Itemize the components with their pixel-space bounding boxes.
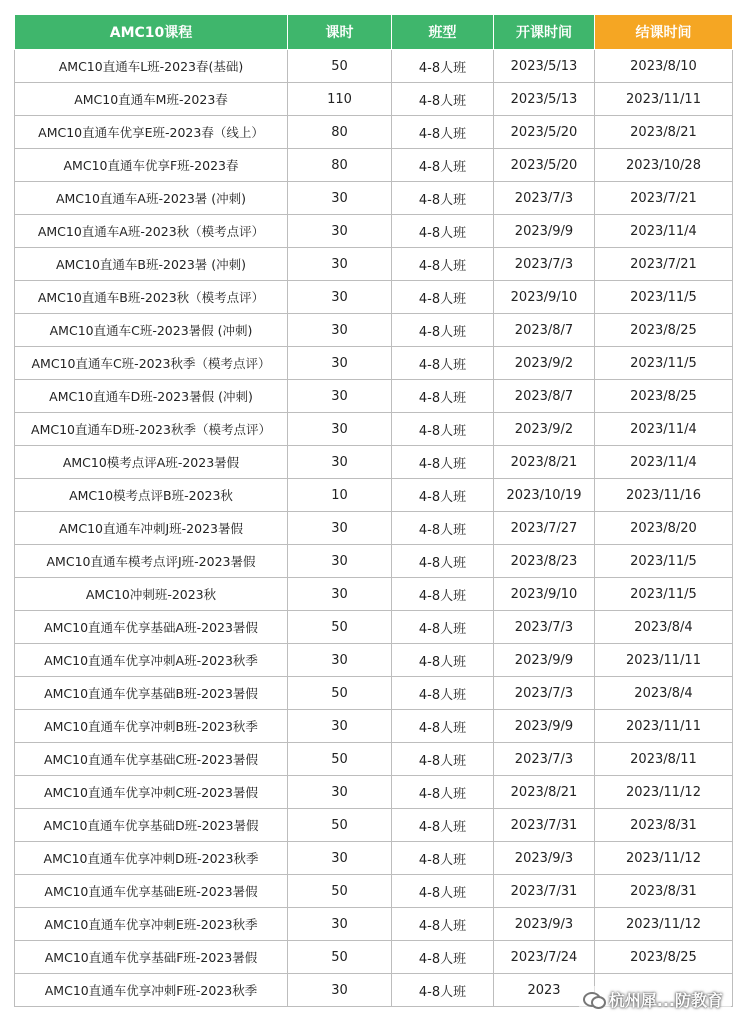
cell-start-date: 2023/7/3 bbox=[494, 182, 595, 215]
cell-hours: 30 bbox=[288, 776, 392, 809]
watermark-text: 杭州犀...防教育 bbox=[608, 990, 723, 1010]
cell-end-date: 2023/11/5 bbox=[595, 347, 733, 380]
cell-class-type: 4-8人班 bbox=[392, 644, 494, 677]
cell-name: AMC10直通车优享冲刺E班-2023秋季 bbox=[15, 908, 288, 941]
cell-start-date: 2023/5/13 bbox=[494, 83, 595, 116]
table-row bbox=[15, 314, 733, 347]
cell-hours: 50 bbox=[288, 50, 392, 83]
table-row bbox=[15, 116, 733, 149]
cell-start-date: 2023/8/21 bbox=[494, 446, 595, 479]
cell-class-type: 4-8人班 bbox=[392, 314, 494, 347]
cell-start-date: 2023 bbox=[494, 974, 595, 1007]
cell-class-type: 4-8人班 bbox=[392, 710, 494, 743]
cell-hours: 30 bbox=[288, 314, 392, 347]
cell-hours: 50 bbox=[288, 677, 392, 710]
cell-end-date: 2023/11/12 bbox=[595, 842, 733, 875]
cell-name: AMC10直通车模考点评J班-2023暑假 bbox=[15, 545, 288, 578]
cell-hours: 30 bbox=[288, 413, 392, 446]
cell-name: AMC10冲刺班-2023秋 bbox=[15, 578, 288, 611]
cell-start-date: 2023/8/21 bbox=[494, 776, 595, 809]
cell-end-date: 2023/8/10 bbox=[595, 50, 733, 83]
cell-name: AMC10直通车优享基础F班-2023暑假 bbox=[15, 941, 288, 974]
wechat-icon bbox=[583, 990, 605, 1008]
cell-class-type: 4-8人班 bbox=[392, 908, 494, 941]
cell-name: AMC10直通车冲刺J班-2023暑假 bbox=[15, 512, 288, 545]
cell-end-date: 2023/8/25 bbox=[595, 380, 733, 413]
cell-class-type: 4-8人班 bbox=[392, 974, 494, 1007]
cell-name: AMC10直通车C班-2023秋季（模考点评） bbox=[15, 347, 288, 380]
cell-name: AMC10模考点评B班-2023秋 bbox=[15, 479, 288, 512]
table-row bbox=[15, 479, 733, 512]
cell-name: AMC10直通车优享基础C班-2023暑假 bbox=[15, 743, 288, 776]
cell-class-type: 4-8人班 bbox=[392, 875, 494, 908]
cell-name: AMC10直通车优享冲刺C班-2023暑假 bbox=[15, 776, 288, 809]
cell-start-date: 2023/9/9 bbox=[494, 644, 595, 677]
cell-hours: 30 bbox=[288, 644, 392, 677]
cell-name: AMC10直通车C班-2023暑假 (冲刺) bbox=[15, 314, 288, 347]
cell-name: AMC10直通车M班-2023春 bbox=[15, 83, 288, 116]
watermark bbox=[579, 986, 731, 1012]
cell-end-date: 2023/8/11 bbox=[595, 743, 733, 776]
cell-start-date: 2023/8/7 bbox=[494, 380, 595, 413]
cell-class-type: 4-8人班 bbox=[392, 611, 494, 644]
table-row bbox=[15, 182, 733, 215]
cell-start-date: 2023/7/24 bbox=[494, 941, 595, 974]
cell-class-type: 4-8人班 bbox=[392, 182, 494, 215]
cell-class-type: 4-8人班 bbox=[392, 347, 494, 380]
cell-start-date: 2023/9/9 bbox=[494, 710, 595, 743]
table-row bbox=[15, 710, 733, 743]
table-row bbox=[15, 50, 733, 83]
cell-hours: 30 bbox=[288, 281, 392, 314]
table-row bbox=[15, 908, 733, 941]
cell-class-type: 4-8人班 bbox=[392, 941, 494, 974]
cell-start-date: 2023/9/10 bbox=[494, 281, 595, 314]
cell-name: AMC10直通车A班-2023暑 (冲刺) bbox=[15, 182, 288, 215]
cell-start-date: 2023/5/20 bbox=[494, 116, 595, 149]
cell-end-date: 2023/11/12 bbox=[595, 776, 733, 809]
cell-start-date: 2023/8/7 bbox=[494, 314, 595, 347]
cell-start-date: 2023/9/2 bbox=[494, 347, 595, 380]
cell-start-date: 2023/7/3 bbox=[494, 248, 595, 281]
cell-end-date: 2023/11/11 bbox=[595, 83, 733, 116]
cell-name: AMC10直通车A班-2023秋（模考点评） bbox=[15, 215, 288, 248]
cell-end-date: 2023/8/31 bbox=[595, 875, 733, 908]
cell-end-date: 2023/11/11 bbox=[595, 644, 733, 677]
cell-name: AMC10直通车B班-2023秋（模考点评） bbox=[15, 281, 288, 314]
cell-start-date: 2023/9/2 bbox=[494, 413, 595, 446]
table-row bbox=[15, 842, 733, 875]
cell-hours: 30 bbox=[288, 710, 392, 743]
cell-class-type: 4-8人班 bbox=[392, 413, 494, 446]
table-row bbox=[15, 281, 733, 314]
cell-hours: 30 bbox=[288, 248, 392, 281]
cell-start-date: 2023/9/9 bbox=[494, 215, 595, 248]
cell-hours: 30 bbox=[288, 974, 392, 1007]
cell-hours: 30 bbox=[288, 512, 392, 545]
cell-class-type: 4-8人班 bbox=[392, 578, 494, 611]
cell-hours: 80 bbox=[288, 149, 392, 182]
table-row bbox=[15, 545, 733, 578]
table-row bbox=[15, 347, 733, 380]
cell-start-date: 2023/7/31 bbox=[494, 809, 595, 842]
cell-class-type: 4-8人班 bbox=[392, 248, 494, 281]
cell-start-date: 2023/9/3 bbox=[494, 908, 595, 941]
cell-name: AMC10模考点评A班-2023暑假 bbox=[15, 446, 288, 479]
table-row bbox=[15, 776, 733, 809]
cell-hours: 30 bbox=[288, 215, 392, 248]
table-row bbox=[15, 512, 733, 545]
cell-end-date: 2023/8/25 bbox=[595, 941, 733, 974]
cell-end-date: 2023/8/4 bbox=[595, 677, 733, 710]
table-row bbox=[15, 215, 733, 248]
course-schedule bbox=[14, 14, 732, 1007]
cell-end-date: 2023/11/4 bbox=[595, 413, 733, 446]
table-row bbox=[15, 83, 733, 116]
cell-hours: 30 bbox=[288, 347, 392, 380]
cell-name: AMC10直通车D班-2023秋季（模考点评） bbox=[15, 413, 288, 446]
cell-hours: 50 bbox=[288, 743, 392, 776]
header-class-type: 班型 bbox=[392, 15, 494, 50]
cell-name: AMC10直通车优享冲刺D班-2023秋季 bbox=[15, 842, 288, 875]
cell-end-date: 2023/11/5 bbox=[595, 578, 733, 611]
cell-end-date: 2023/8/25 bbox=[595, 314, 733, 347]
header-start-date: 开课时间 bbox=[494, 15, 595, 50]
cell-end-date: 2023/7/21 bbox=[595, 248, 733, 281]
cell-class-type: 4-8人班 bbox=[392, 83, 494, 116]
cell-end-date: 2023/11/4 bbox=[595, 215, 733, 248]
header-course: AMC10课程 bbox=[15, 15, 288, 50]
cell-hours: 50 bbox=[288, 809, 392, 842]
cell-class-type: 4-8人班 bbox=[392, 149, 494, 182]
cell-hours: 30 bbox=[288, 182, 392, 215]
cell-name: AMC10直通车优享基础A班-2023暑假 bbox=[15, 611, 288, 644]
table-row bbox=[15, 743, 733, 776]
cell-class-type: 4-8人班 bbox=[392, 809, 494, 842]
cell-name: AMC10直通车L班-2023春(基础) bbox=[15, 50, 288, 83]
cell-end-date: 2023/7/21 bbox=[595, 182, 733, 215]
header-row bbox=[15, 15, 733, 50]
cell-class-type: 4-8人班 bbox=[392, 116, 494, 149]
cell-start-date: 2023/9/3 bbox=[494, 842, 595, 875]
cell-start-date: 2023/7/3 bbox=[494, 677, 595, 710]
cell-name: AMC10直通车优享F班-2023春 bbox=[15, 149, 288, 182]
cell-end-date: 2023/8/31 bbox=[595, 809, 733, 842]
cell-class-type: 4-8人班 bbox=[392, 281, 494, 314]
table-row bbox=[15, 875, 733, 908]
cell-hours: 50 bbox=[288, 941, 392, 974]
table-row bbox=[15, 248, 733, 281]
cell-start-date: 2023/5/20 bbox=[494, 149, 595, 182]
cell-end-date: 2023/10/28 bbox=[595, 149, 733, 182]
table-row bbox=[15, 941, 733, 974]
table-row bbox=[15, 149, 733, 182]
cell-start-date: 2023/8/23 bbox=[494, 545, 595, 578]
table-body bbox=[15, 50, 733, 1007]
header-hours: 课时 bbox=[288, 15, 392, 50]
cell-class-type: 4-8人班 bbox=[392, 512, 494, 545]
cell-hours: 80 bbox=[288, 116, 392, 149]
cell-hours: 30 bbox=[288, 908, 392, 941]
cell-class-type: 4-8人班 bbox=[392, 545, 494, 578]
cell-hours: 30 bbox=[288, 545, 392, 578]
table-row bbox=[15, 644, 733, 677]
cell-hours: 50 bbox=[288, 875, 392, 908]
cell-end-date: 2023/8/4 bbox=[595, 611, 733, 644]
cell-hours: 50 bbox=[288, 611, 392, 644]
table-row bbox=[15, 611, 733, 644]
cell-end-date: 2023/11/5 bbox=[595, 545, 733, 578]
cell-start-date: 2023/7/3 bbox=[494, 743, 595, 776]
cell-hours: 30 bbox=[288, 842, 392, 875]
cell-hours: 110 bbox=[288, 83, 392, 116]
cell-name: AMC10直通车优享基础B班-2023暑假 bbox=[15, 677, 288, 710]
table-row bbox=[15, 578, 733, 611]
table-row bbox=[15, 677, 733, 710]
cell-class-type: 4-8人班 bbox=[392, 446, 494, 479]
cell-class-type: 4-8人班 bbox=[392, 215, 494, 248]
cell-class-type: 4-8人班 bbox=[392, 677, 494, 710]
cell-class-type: 4-8人班 bbox=[392, 380, 494, 413]
cell-name: AMC10直通车优享冲刺F班-2023秋季 bbox=[15, 974, 288, 1007]
cell-hours: 10 bbox=[288, 479, 392, 512]
cell-end-date: 2023/8/21 bbox=[595, 116, 733, 149]
cell-end-date: 2023/11/16 bbox=[595, 479, 733, 512]
cell-start-date: 2023/10/19 bbox=[494, 479, 595, 512]
cell-name: AMC10直通车优享E班-2023春（线上） bbox=[15, 116, 288, 149]
table-row bbox=[15, 413, 733, 446]
cell-hours: 30 bbox=[288, 446, 392, 479]
cell-end-date: 2023/11/5 bbox=[595, 281, 733, 314]
cell-name: AMC10直通车优享冲刺B班-2023秋季 bbox=[15, 710, 288, 743]
cell-start-date: 2023/7/31 bbox=[494, 875, 595, 908]
cell-name: AMC10直通车优享基础D班-2023暑假 bbox=[15, 809, 288, 842]
table-row bbox=[15, 380, 733, 413]
cell-class-type: 4-8人班 bbox=[392, 479, 494, 512]
cell-start-date: 2023/5/13 bbox=[494, 50, 595, 83]
cell-class-type: 4-8人班 bbox=[392, 743, 494, 776]
cell-class-type: 4-8人班 bbox=[392, 50, 494, 83]
course-table bbox=[14, 14, 733, 1007]
cell-name: AMC10直通车B班-2023暑 (冲刺) bbox=[15, 248, 288, 281]
cell-name: AMC10直通车D班-2023暑假 (冲刺) bbox=[15, 380, 288, 413]
cell-class-type: 4-8人班 bbox=[392, 842, 494, 875]
cell-name: AMC10直通车优享基础E班-2023暑假 bbox=[15, 875, 288, 908]
cell-class-type: 4-8人班 bbox=[392, 776, 494, 809]
cell-hours: 30 bbox=[288, 578, 392, 611]
cell-start-date: 2023/7/3 bbox=[494, 611, 595, 644]
table-row bbox=[15, 446, 733, 479]
cell-name: AMC10直通车优享冲刺A班-2023秋季 bbox=[15, 644, 288, 677]
cell-end-date: 2023/11/12 bbox=[595, 908, 733, 941]
cell-hours: 30 bbox=[288, 380, 392, 413]
cell-end-date: 2023/8/20 bbox=[595, 512, 733, 545]
cell-start-date: 2023/9/10 bbox=[494, 578, 595, 611]
cell-end-date: 2023/11/4 bbox=[595, 446, 733, 479]
table-row bbox=[15, 809, 733, 842]
cell-start-date: 2023/7/27 bbox=[494, 512, 595, 545]
cell-end-date: 2023/11/11 bbox=[595, 710, 733, 743]
header-end-date: 结课时间 bbox=[595, 15, 733, 50]
